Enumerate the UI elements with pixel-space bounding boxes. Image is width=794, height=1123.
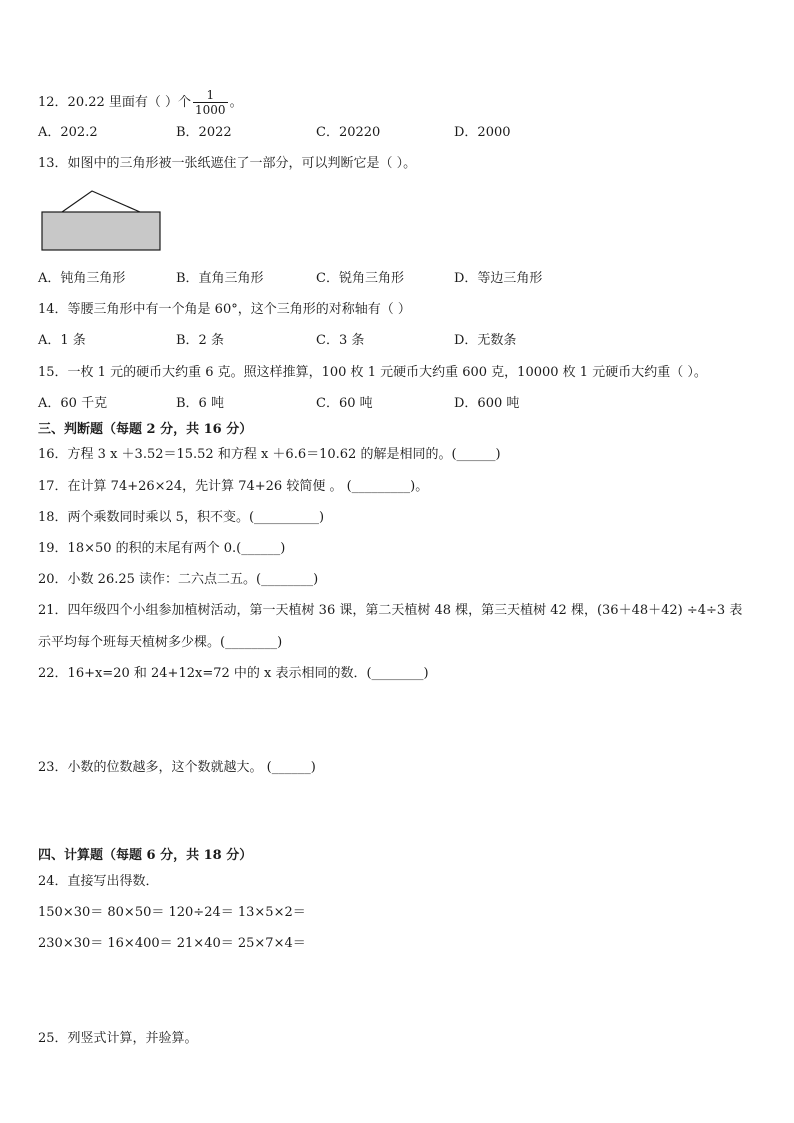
q12-option-a[interactable]: A．202.2	[38, 125, 98, 140]
q13-option-a[interactable]: A．钝角三角形	[38, 271, 126, 286]
q13-option-d[interactable]: D．等边三角形	[454, 271, 543, 286]
question-21-line-2: 示平均每个班每天植树多少棵。(________)	[38, 635, 283, 650]
section-4-heading: 四、计算题（每题 6 分，共 18 分）	[38, 848, 253, 863]
triangle-visible-edges	[62, 191, 140, 212]
question-17-text: 17．在计算 74+26×24，先计算 74+26 较简便 。 (_________)。	[38, 479, 429, 494]
question-24-text: 24．直接写出得数．	[38, 874, 159, 889]
fraction-denominator: 1000	[195, 103, 226, 117]
question-12-text: 12．20.22 里面有（ ）个	[38, 95, 192, 110]
question-24-row-1: 150×30＝ 80×50＝ 120÷24＝ 13×5×2＝	[38, 905, 306, 920]
question-12-suffix: 。	[229, 95, 243, 110]
question-15-text: 15．一枚 1 元的硬币大约重 6 克。照这样推算，100 枚 1 元硬币大约重 600 克，10000 枚 1 元硬币大约重（ ）。	[38, 365, 707, 380]
question-25-text: 25．列竖式计算，并验算。	[38, 1031, 198, 1046]
q15-option-a[interactable]: A．60 千克	[38, 396, 108, 411]
question-23-text: 23．小数的位数越多，这个数就越大。 (______)	[38, 760, 316, 775]
q15-option-d[interactable]: D．600 吨	[454, 396, 520, 411]
covered-triangle-figure	[40, 188, 164, 256]
fraction-numerator: 1	[206, 88, 215, 102]
question-19-text: 19．18×50 的积的末尾有两个 0.(______)	[38, 541, 286, 556]
question-24-row-2: 230×30＝ 16×400＝ 21×40＝ 25×7×4＝	[38, 936, 306, 951]
fraction	[193, 88, 228, 117]
q14-option-b[interactable]: B．2 条	[176, 333, 224, 348]
q14-option-d[interactable]: D．无数条	[454, 333, 517, 348]
q14-option-a[interactable]: A．1 条	[38, 333, 86, 348]
question-22-text: 22．16+x=20 和 24+12x=72 中的 x 表示相同的数．(________)	[38, 666, 429, 681]
q12-option-c[interactable]: C．20220	[316, 125, 381, 140]
q15-option-b[interactable]: B．6 吨	[176, 396, 224, 411]
question-14-text: 14．等腰三角形中有一个角是 60°，这个三角形的对称轴有（ ）	[38, 302, 411, 317]
q15-option-c[interactable]: C．60 吨	[316, 396, 373, 411]
q14-option-c[interactable]: C．3 条	[316, 333, 365, 348]
question-21-line-1: 21．四年级四个小组参加植树活动，第一天植树 36 课，第二天植树 48 棵，第三天植树 42 棵，(36＋48＋42) ÷4÷3 表	[38, 603, 743, 618]
question-20-text: 20．小数 26.25 读作：二六点二五。(________)	[38, 572, 319, 587]
q12-option-d[interactable]: D．2000	[454, 125, 511, 140]
question-16-text: 16．方程 3 x ＋3.52＝15.52 和方程 x ＋6.6＝10.62 的解是相同的。(______)	[38, 447, 501, 462]
q13-option-b[interactable]: B．直角三角形	[176, 271, 264, 286]
covering-paper	[42, 212, 160, 250]
question-12	[38, 88, 243, 117]
question-18-text: 18．两个乘数同时乘以 5，积不变。(__________)	[38, 510, 325, 525]
q12-option-b[interactable]: B．2022	[176, 125, 232, 140]
q13-option-c[interactable]: C．锐角三角形	[316, 271, 404, 286]
section-3-heading: 三、判断题（每题 2 分，共 16 分）	[38, 422, 253, 437]
question-13-text: 13．如图中的三角形被一张纸遮住了一部分，可以判断它是（ ）。	[38, 156, 417, 171]
